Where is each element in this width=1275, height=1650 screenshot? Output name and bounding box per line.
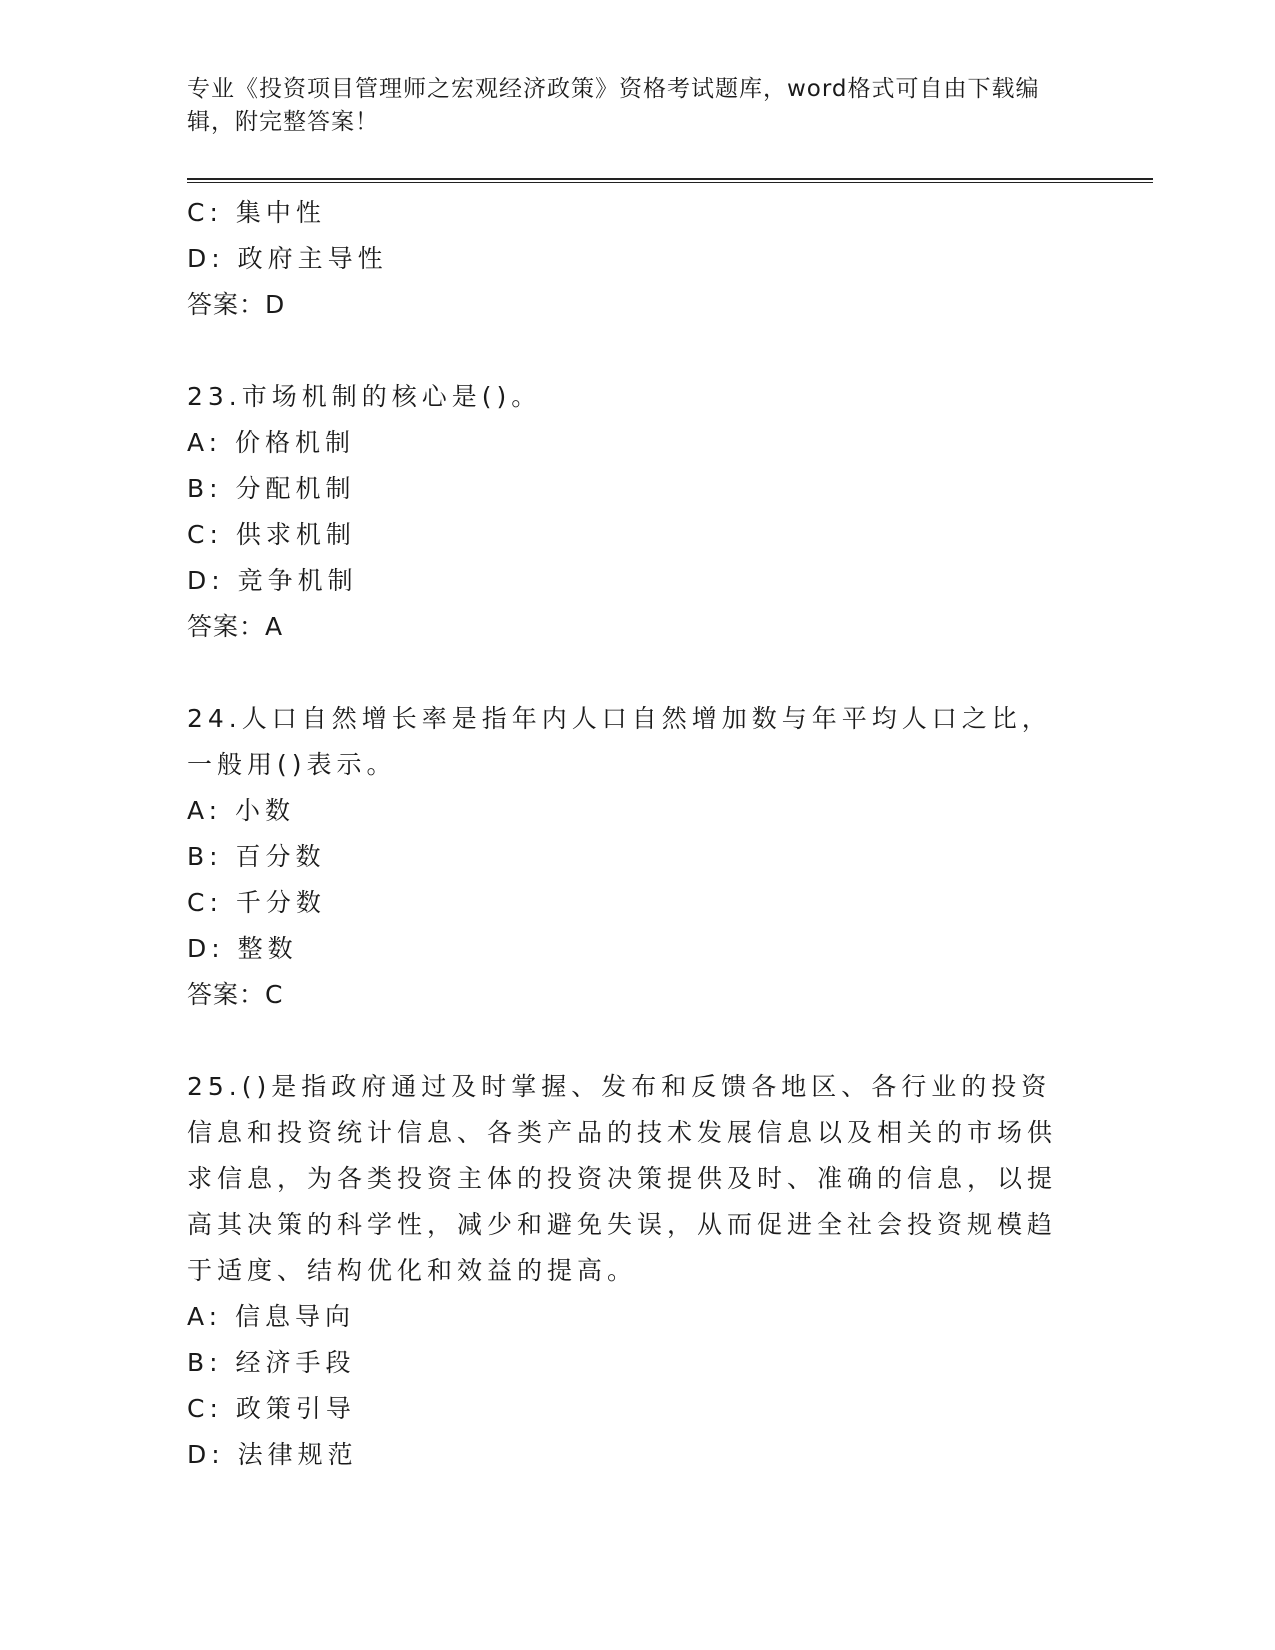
option-text: 法律规范 [237,1440,358,1469]
question-list [187,190,1087,1478]
question-stem: 24.人口自然增长率是指年内人口自然增加数与年平均人口之比，一般用()表示。 [187,704,1052,779]
option-letter: B: [187,842,223,871]
option-letter: D: [187,934,225,963]
option-b [187,1340,1087,1386]
option-letter: A: [187,1302,223,1331]
option-letter: D: [187,566,225,595]
option-letter: D: [187,1440,225,1469]
option-text: 竞争机制 [237,566,358,595]
answer-line: 答案：D [187,290,286,319]
option-text: 百分数 [235,842,326,871]
option-text: 经济手段 [235,1348,356,1377]
question-block [187,696,1087,1018]
document-header: 专业《投资项目管理师之宏观经济政策》资格考试题库，word格式可自由下载编辑，附完整答案！ [187,76,1040,135]
option-d [187,1432,1087,1478]
option-text: 政府主导性 [237,244,388,273]
question-block [187,374,1087,650]
option-text: 小数 [235,796,296,825]
option-a [187,788,1087,834]
option-text: 集中性 [235,198,326,227]
question-fragment [187,190,1087,328]
option-c [187,880,1087,926]
option-d [187,926,1087,972]
option-c [187,1386,1087,1432]
option-text: 价格机制 [235,428,356,457]
option-text: 信息导向 [235,1302,356,1331]
option-b [187,834,1087,880]
option-b [187,466,1087,512]
option-text: 分配机制 [235,474,356,503]
question-stem: 23.市场机制的核心是()。 [187,382,542,411]
answer-line: 答案：A [187,612,284,641]
option-letter: C: [187,888,223,917]
option-a [187,420,1087,466]
header-divider-thin [187,182,1153,183]
option-letter: B: [187,474,223,503]
option-text: 千分数 [235,888,326,917]
option-c [187,190,1087,236]
option-letter: D: [187,244,225,273]
answer-line: 答案：C [187,980,284,1009]
option-a [187,1294,1087,1340]
option-text: 政策引导 [235,1394,356,1423]
option-c [187,512,1087,558]
option-letter: C: [187,198,223,227]
option-letter: C: [187,1394,223,1423]
option-letter: C: [187,520,223,549]
option-letter: A: [187,796,223,825]
option-letter: A: [187,428,223,457]
option-text: 整数 [237,934,298,963]
option-text: 供求机制 [235,520,356,549]
option-letter: B: [187,1348,223,1377]
question-block [187,1064,1087,1478]
option-d [187,558,1087,604]
question-stem: 25.()是指政府通过及时掌握、发布和反馈各地区、各行业的投资信息和投资统计信息、各类产品的技术发展信息以及相关的市场供求信息，为各类投资主体的投资决策提供及时、准确的信息，以提高其决策的科学性，减少和避免失误，从而促进全社会投资规模趋于适度、结构优化和效益的提高。 [187,1072,1058,1285]
header-divider-thick [187,178,1153,180]
option-d [187,236,1087,282]
